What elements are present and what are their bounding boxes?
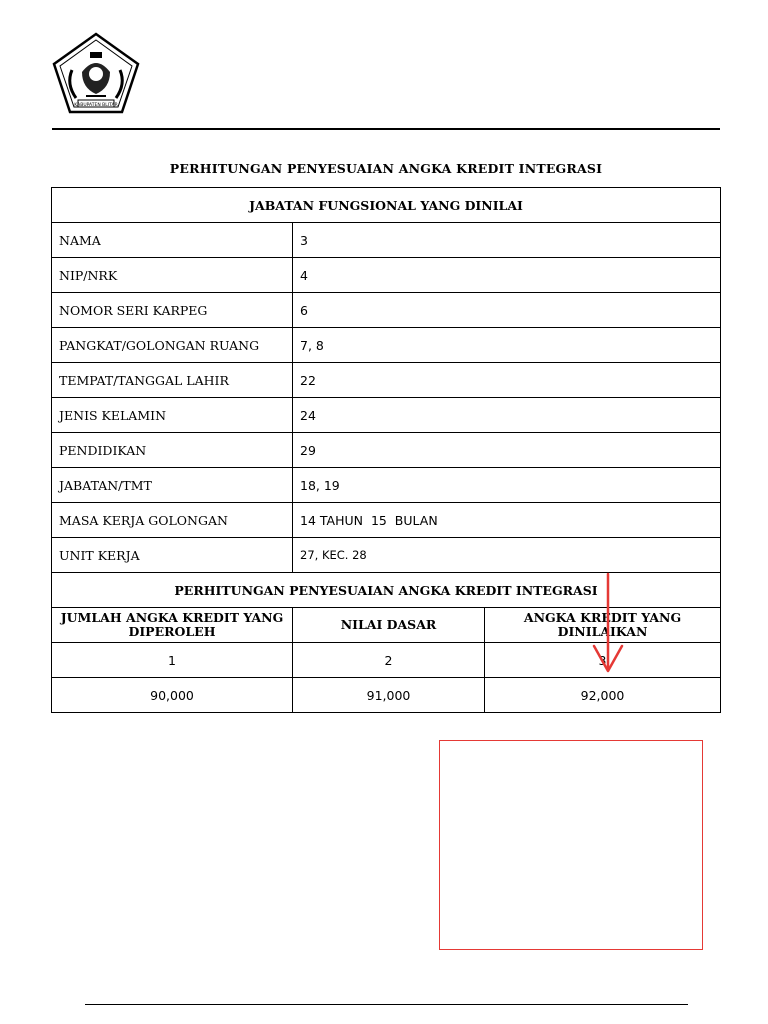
field-value: 7, 8 (293, 328, 721, 363)
table-row (52, 538, 721, 573)
value-cell: 92,000 (485, 678, 721, 713)
table-row (52, 363, 721, 398)
column-header: ANGKA KREDIT YANG DINILAIKAN (485, 608, 721, 643)
value-cell: 90,000 (52, 678, 293, 713)
field-value: 18, 19 (293, 468, 721, 503)
down-arrow-icon (588, 572, 628, 676)
field-label: NOMOR SERI KARPEG (52, 293, 293, 328)
table-row (52, 433, 721, 468)
table-row (52, 468, 721, 503)
field-value: 3 (293, 223, 721, 258)
field-label: TEMPAT/TANGGAL LAHIR (52, 363, 293, 398)
document-title: PERHITUNGAN PENYESUAIAN ANGKA KREDIT INTEGRASI (169, 161, 603, 176)
logo-text: KABUPATEN BLITAR (74, 103, 118, 108)
value-cell: 91,000 (293, 678, 485, 713)
field-value: 6 (293, 293, 721, 328)
field-label: JABATAN/TMT (52, 468, 293, 503)
table-row (52, 293, 721, 328)
table-row (52, 398, 721, 433)
field-value: 27, KEC. 28 (293, 538, 721, 573)
section-heading-row (52, 188, 721, 223)
section-heading: PERHITUNGAN PENYESUAIAN ANGKA KREDIT INTEGRASI (52, 573, 721, 608)
column-header: NILAI DASAR (293, 608, 485, 643)
field-label: NAMA (52, 223, 293, 258)
index-cell: 3 (485, 643, 721, 678)
field-value: 4 (293, 258, 721, 293)
footer-rule (85, 1004, 688, 1005)
table-row (52, 223, 721, 258)
field-label: JENIS KELAMIN (52, 398, 293, 433)
field-value: 29 (293, 433, 721, 468)
field-value: 14 TAHUN 15 BULAN (293, 503, 721, 538)
table-row (52, 503, 721, 538)
column-header: JUMLAH ANGKA KREDIT YANG DIPEROLEH (52, 608, 293, 643)
field-value: 24 (293, 398, 721, 433)
annotation-box (439, 740, 703, 950)
value-row (52, 678, 721, 713)
regency-emblem-icon (52, 32, 140, 114)
header-rule (52, 128, 720, 130)
table-row (52, 328, 721, 363)
section-heading: JABATAN FUNGSIONAL YANG DINILAI (52, 188, 721, 223)
index-cell: 2 (293, 643, 485, 678)
field-label: NIP/NRK (52, 258, 293, 293)
index-cell: 1 (52, 643, 293, 678)
field-label: PENDIDIKAN (52, 433, 293, 468)
field-label: UNIT KERJA (52, 538, 293, 573)
field-value: 22 (293, 363, 721, 398)
field-label: PANGKAT/GOLONGAN RUANG (52, 328, 293, 363)
table-row (52, 258, 721, 293)
field-label: MASA KERJA GOLONGAN (52, 503, 293, 538)
